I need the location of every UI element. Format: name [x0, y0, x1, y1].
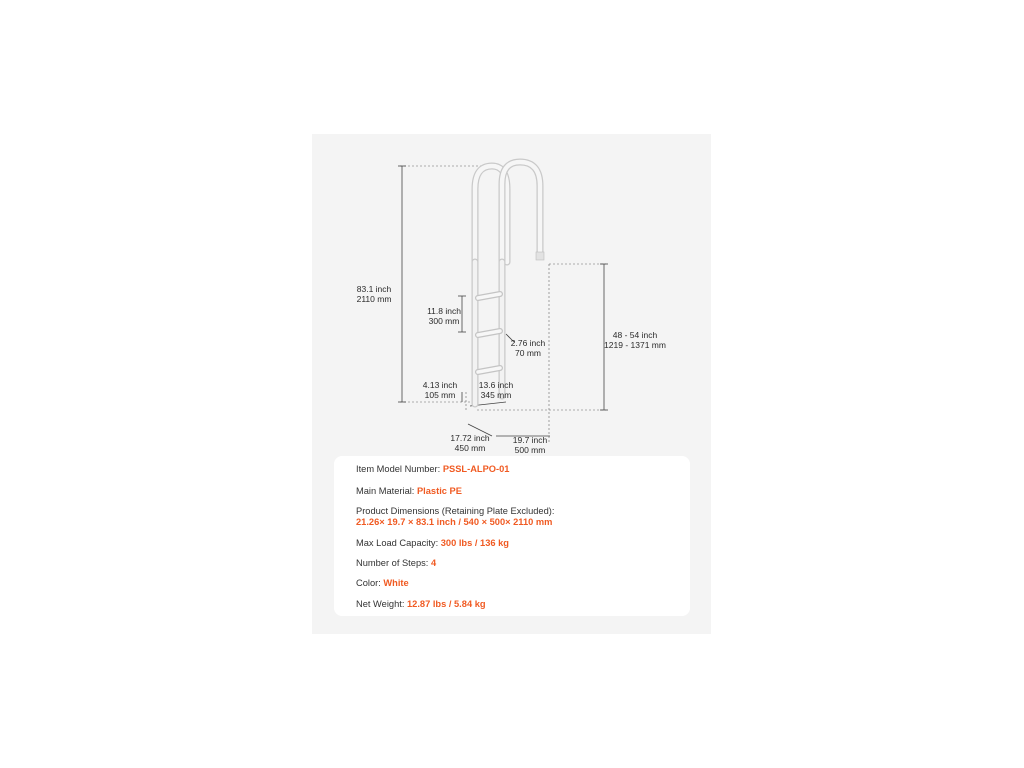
spec-color: Color: White [356, 578, 409, 588]
dim-width: 19.7 inch 500 mm [512, 435, 548, 455]
spec-net-weight: Net Weight: 12.87 lbs / 5.84 kg [356, 599, 486, 609]
dim-inner-width: 13.6 inch 345 mm [478, 380, 514, 400]
product-card [312, 134, 711, 634]
spec-load-capacity: Max Load Capacity: 300 lbs / 136 kg [356, 538, 509, 548]
dim-step-spacing: 11.8 inch 300 mm [427, 306, 461, 326]
spec-dimensions: Product Dimensions (Retaining Plate Excluded): 21.26× 19.7 × 83.1 inch / 540 × 500× 2110 mm [356, 506, 555, 527]
spec-steps: Number of Steps: 4 [356, 558, 437, 568]
dim-bottom-gap: 4.13 inch 105 mm [422, 380, 458, 400]
spec-panel [334, 456, 690, 616]
dim-step-depth: 2.76 inch 70 mm [510, 338, 546, 358]
spec-material: Main Material: Plastic PE [356, 486, 462, 496]
ladder [475, 162, 544, 404]
dim-depth: 17.72 inch 450 mm [450, 433, 490, 453]
dim-height-total: 83.1 inch 2110 mm [356, 284, 392, 304]
spec-model-number: Item Model Number: PSSL-ALPO-01 [356, 464, 510, 474]
dim-water-depth: 48 - 54 inch 1219 - 1371 mm [604, 330, 666, 350]
